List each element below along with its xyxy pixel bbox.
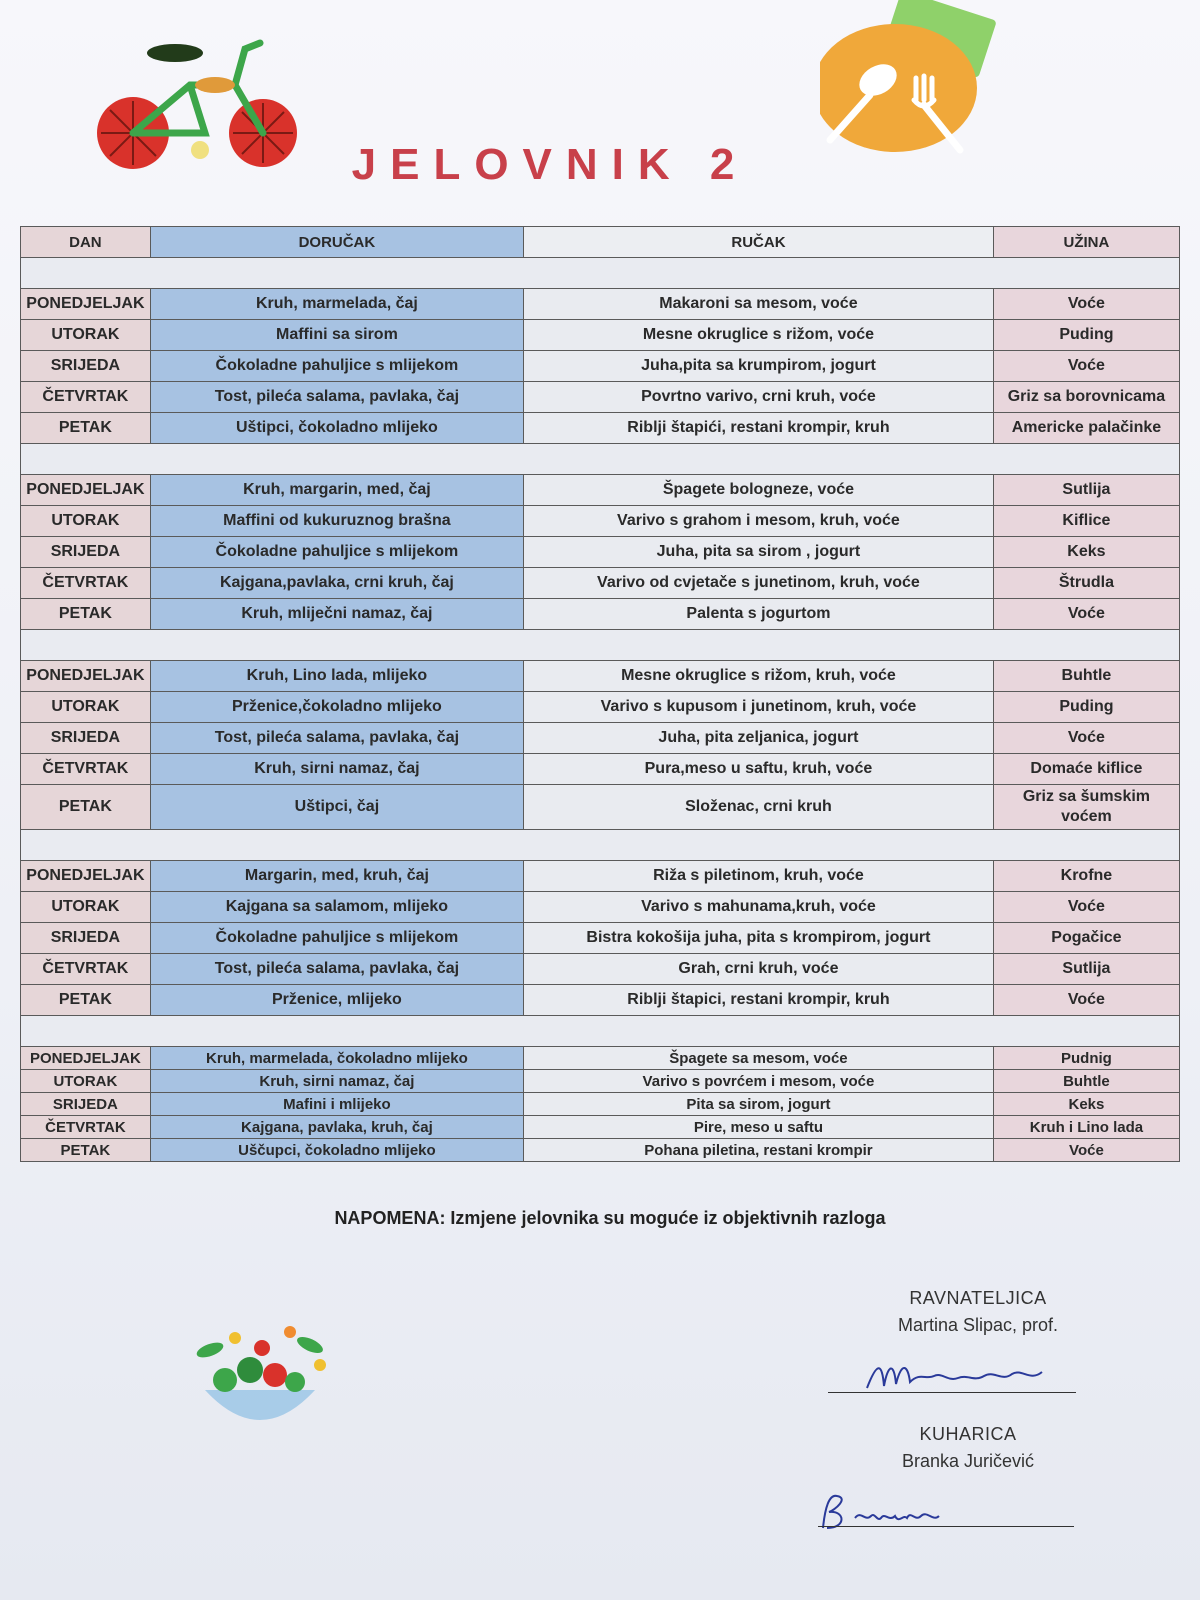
- principal-role: RAVNATELJICA: [909, 1288, 1047, 1308]
- menu-row: [21, 289, 1180, 320]
- lunch-cell: Riža s piletinom, kruh, voće: [524, 861, 994, 892]
- menu-row: [21, 861, 1180, 892]
- header-row: [21, 227, 1180, 258]
- day-cell: UTORAK: [21, 320, 151, 351]
- menu-row: [21, 1093, 1180, 1116]
- lunch-cell: Varivo od cvjetače s junetinom, kruh, voće: [524, 568, 994, 599]
- principal-block: [828, 1288, 1128, 1336]
- day-cell: UTORAK: [21, 692, 151, 723]
- menu-row: [21, 382, 1180, 413]
- breakfast-cell: Kajgana, pavlaka, kruh, čaj: [150, 1116, 523, 1139]
- lunch-cell: Makaroni sa mesom, voće: [524, 289, 994, 320]
- week-separator-cell: [21, 830, 1180, 861]
- day-cell: SRIJEDA: [21, 923, 151, 954]
- breakfast-cell: Kruh, mliječni namaz, čaj: [150, 599, 523, 630]
- lunch-cell: Mesne okruglice s rižom, kruh, voće: [524, 661, 994, 692]
- breakfast-cell: Tost, pileća salama, pavlaka, čaj: [150, 382, 523, 413]
- week-separator: [21, 258, 1180, 289]
- week-separator-cell: [21, 444, 1180, 475]
- breakfast-cell: Kajgana sa salamom, mlijeko: [150, 892, 523, 923]
- menu-row: [21, 1116, 1180, 1139]
- breakfast-cell: Tost, pileća salama, pavlaka, čaj: [150, 954, 523, 985]
- day-cell: ČETVRTAK: [21, 382, 151, 413]
- lunch-cell: Riblji štapici, restani krompir, kruh: [524, 985, 994, 1016]
- lunch-cell: Grah, crni kruh, voće: [524, 954, 994, 985]
- week-separator: [21, 830, 1180, 861]
- day-cell: ČETVRTAK: [21, 1116, 151, 1139]
- menu-row: [21, 723, 1180, 754]
- lunch-cell: Mesne okruglice s rižom, voće: [524, 320, 994, 351]
- header-lunch: RUČAK: [524, 227, 994, 258]
- day-cell: PONEDJELJAK: [21, 1047, 151, 1070]
- snack-cell: Štrudla: [993, 568, 1179, 599]
- lunch-cell: Pohana piletina, restani krompir: [524, 1139, 994, 1162]
- week-separator-cell: [21, 1016, 1180, 1047]
- snack-cell: Domaće kiflice: [993, 754, 1179, 785]
- week-separator: [21, 444, 1180, 475]
- lunch-cell: Riblji štapići, restani krompir, kruh: [524, 413, 994, 444]
- menu-row: [21, 475, 1180, 506]
- lunch-cell: Složenac, crni kruh: [524, 785, 994, 830]
- breakfast-cell: Kruh, sirni namaz, čaj: [150, 754, 523, 785]
- menu-row: [21, 599, 1180, 630]
- plate-cutlery-icon: [820, 0, 1010, 160]
- lunch-cell: Palenta s jogurtom: [524, 599, 994, 630]
- header-snack: UŽINA: [993, 227, 1179, 258]
- day-cell: PONEDJELJAK: [21, 289, 151, 320]
- menu-row: [21, 568, 1180, 599]
- principal-signature-line: [828, 1392, 1076, 1393]
- day-cell: ČETVRTAK: [21, 568, 151, 599]
- week-separator: [21, 1016, 1180, 1047]
- menu-row: [21, 692, 1180, 723]
- breakfast-cell: Margarin, med, kruh, čaj: [150, 861, 523, 892]
- breakfast-cell: Čokoladne pahuljice s mlijekom: [150, 537, 523, 568]
- breakfast-cell: Mafini i mlijeko: [150, 1093, 523, 1116]
- menu-row: [21, 1047, 1180, 1070]
- menu-row: [21, 1139, 1180, 1162]
- snack-cell: Voće: [993, 351, 1179, 382]
- snack-cell: Voće: [993, 1139, 1179, 1162]
- lunch-cell: Špagete sa mesom, voće: [524, 1047, 994, 1070]
- day-cell: PETAK: [21, 985, 151, 1016]
- snack-cell: Krofne: [993, 861, 1179, 892]
- cook-name: Branka Juričević: [901, 1451, 1035, 1471]
- cook-signature-line: [818, 1526, 1074, 1527]
- cook-block: [818, 1424, 1118, 1472]
- day-cell: UTORAK: [21, 1070, 151, 1093]
- menu-row: [21, 754, 1180, 785]
- snack-cell: Buhtle: [993, 661, 1179, 692]
- cook-signature: [815, 1488, 965, 1538]
- breakfast-cell: Prženice,čokoladno mlijeko: [150, 692, 523, 723]
- snack-cell: Pogačice: [993, 923, 1179, 954]
- menu-row: [21, 320, 1180, 351]
- lunch-cell: Varivo s mahunama,kruh, voće: [524, 892, 994, 923]
- footnote: NAPOMENA: Izmjene jelovnika su moguće iz objektivnih razloga: [334, 1208, 886, 1228]
- day-cell: PETAK: [21, 413, 151, 444]
- menu-row: [21, 661, 1180, 692]
- week-separator: [21, 630, 1180, 661]
- snack-cell: Sutlija: [993, 954, 1179, 985]
- menu-row: [21, 413, 1180, 444]
- menu-row: [21, 537, 1180, 568]
- snack-cell: Kruh i Lino lada: [993, 1116, 1179, 1139]
- week-separator-cell: [21, 258, 1180, 289]
- snack-cell: Keks: [993, 537, 1179, 568]
- day-cell: UTORAK: [21, 506, 151, 537]
- snack-cell: Sutlija: [993, 475, 1179, 506]
- snack-cell: Keks: [993, 1093, 1179, 1116]
- snack-cell: Buhtle: [993, 1070, 1179, 1093]
- snack-cell: Voće: [993, 599, 1179, 630]
- breakfast-cell: Uštipci, čaj: [150, 785, 523, 830]
- snack-cell: Pudnig: [993, 1047, 1179, 1070]
- menu-row: [21, 985, 1180, 1016]
- snack-cell: Voće: [993, 985, 1179, 1016]
- menu-row: [21, 954, 1180, 985]
- principal-signature: [862, 1352, 1072, 1402]
- breakfast-cell: Kruh, margarin, med, čaj: [150, 475, 523, 506]
- vegetable-bicycle-icon: [95, 35, 305, 175]
- snack-cell: Griz sa šumskim voćem: [993, 785, 1179, 830]
- menu-row: [21, 923, 1180, 954]
- snack-cell: Griz sa borovnicama: [993, 382, 1179, 413]
- snack-cell: Americke palačinke: [993, 413, 1179, 444]
- menu-row: [21, 892, 1180, 923]
- lunch-cell: Juha, pita sa sirom , jogurt: [524, 537, 994, 568]
- day-cell: UTORAK: [21, 892, 151, 923]
- breakfast-cell: Prženice, mlijeko: [150, 985, 523, 1016]
- day-cell: PETAK: [21, 1139, 151, 1162]
- day-cell: PONEDJELJAK: [21, 661, 151, 692]
- breakfast-cell: Kruh, marmelada, čaj: [150, 289, 523, 320]
- salad-bowl-icon: [170, 1320, 350, 1440]
- lunch-cell: Juha,pita sa krumpirom, jogurt: [524, 351, 994, 382]
- lunch-cell: Varivo s povrćem i mesom, voće: [524, 1070, 994, 1093]
- week-separator-cell: [21, 630, 1180, 661]
- day-cell: SRIJEDA: [21, 537, 151, 568]
- header-breakfast: DORUČAK: [150, 227, 523, 258]
- lunch-cell: Bistra kokošija juha, pita s krompirom, jogurt: [524, 923, 994, 954]
- breakfast-cell: Maffini od kukuruznog brašna: [150, 506, 523, 537]
- day-cell: SRIJEDA: [21, 351, 151, 382]
- menu-row: [21, 785, 1180, 830]
- snack-cell: Kiflice: [993, 506, 1179, 537]
- lunch-cell: Varivo s kupusom i junetinom, kruh, voće: [524, 692, 994, 723]
- breakfast-cell: Čokoladne pahuljice s mlijekom: [150, 923, 523, 954]
- snack-cell: Voće: [993, 289, 1179, 320]
- header-day: DAN: [21, 227, 151, 258]
- breakfast-cell: Maffini sa sirom: [150, 320, 523, 351]
- principal-name: Martina Slipac, prof.: [897, 1315, 1059, 1335]
- page-title: JELOVNIK 2: [351, 140, 749, 189]
- day-cell: PETAK: [21, 785, 151, 830]
- lunch-cell: Špagete bologneze, voće: [524, 475, 994, 506]
- menu-row: [21, 351, 1180, 382]
- snack-cell: Puding: [993, 320, 1179, 351]
- snack-cell: Voće: [993, 723, 1179, 754]
- breakfast-cell: Uščupci, čokoladno mlijeko: [150, 1139, 523, 1162]
- menu-row: [21, 506, 1180, 537]
- day-cell: PONEDJELJAK: [21, 861, 151, 892]
- lunch-cell: Pita sa sirom, jogurt: [524, 1093, 994, 1116]
- lunch-cell: Povrtno varivo, crni kruh, voće: [524, 382, 994, 413]
- day-cell: SRIJEDA: [21, 1093, 151, 1116]
- cook-role: KUHARICA: [919, 1424, 1017, 1444]
- day-cell: SRIJEDA: [21, 723, 151, 754]
- day-cell: ČETVRTAK: [21, 954, 151, 985]
- menu-row: [21, 1070, 1180, 1093]
- breakfast-cell: Kruh, sirni namaz, čaj: [150, 1070, 523, 1093]
- breakfast-cell: Kajgana,pavlaka, crni kruh, čaj: [150, 568, 523, 599]
- breakfast-cell: Kruh, Lino lada, mlijeko: [150, 661, 523, 692]
- day-cell: PONEDJELJAK: [21, 475, 151, 506]
- lunch-cell: Varivo s grahom i mesom, kruh, voće: [524, 506, 994, 537]
- day-cell: PETAK: [21, 599, 151, 630]
- snack-cell: Puding: [993, 692, 1179, 723]
- lunch-cell: Pura,meso u saftu, kruh, voće: [524, 754, 994, 785]
- breakfast-cell: Tost, pileća salama, pavlaka, čaj: [150, 723, 523, 754]
- breakfast-cell: Kruh, marmelada, čokoladno mlijeko: [150, 1047, 523, 1070]
- snack-cell: Voće: [993, 892, 1179, 923]
- menu-table: [20, 226, 1180, 1162]
- breakfast-cell: Uštipci, čokoladno mlijeko: [150, 413, 523, 444]
- lunch-cell: Pire, meso u saftu: [524, 1116, 994, 1139]
- day-cell: ČETVRTAK: [21, 754, 151, 785]
- lunch-cell: Juha, pita zeljanica, jogurt: [524, 723, 994, 754]
- breakfast-cell: Čokoladne pahuljice s mlijekom: [150, 351, 523, 382]
